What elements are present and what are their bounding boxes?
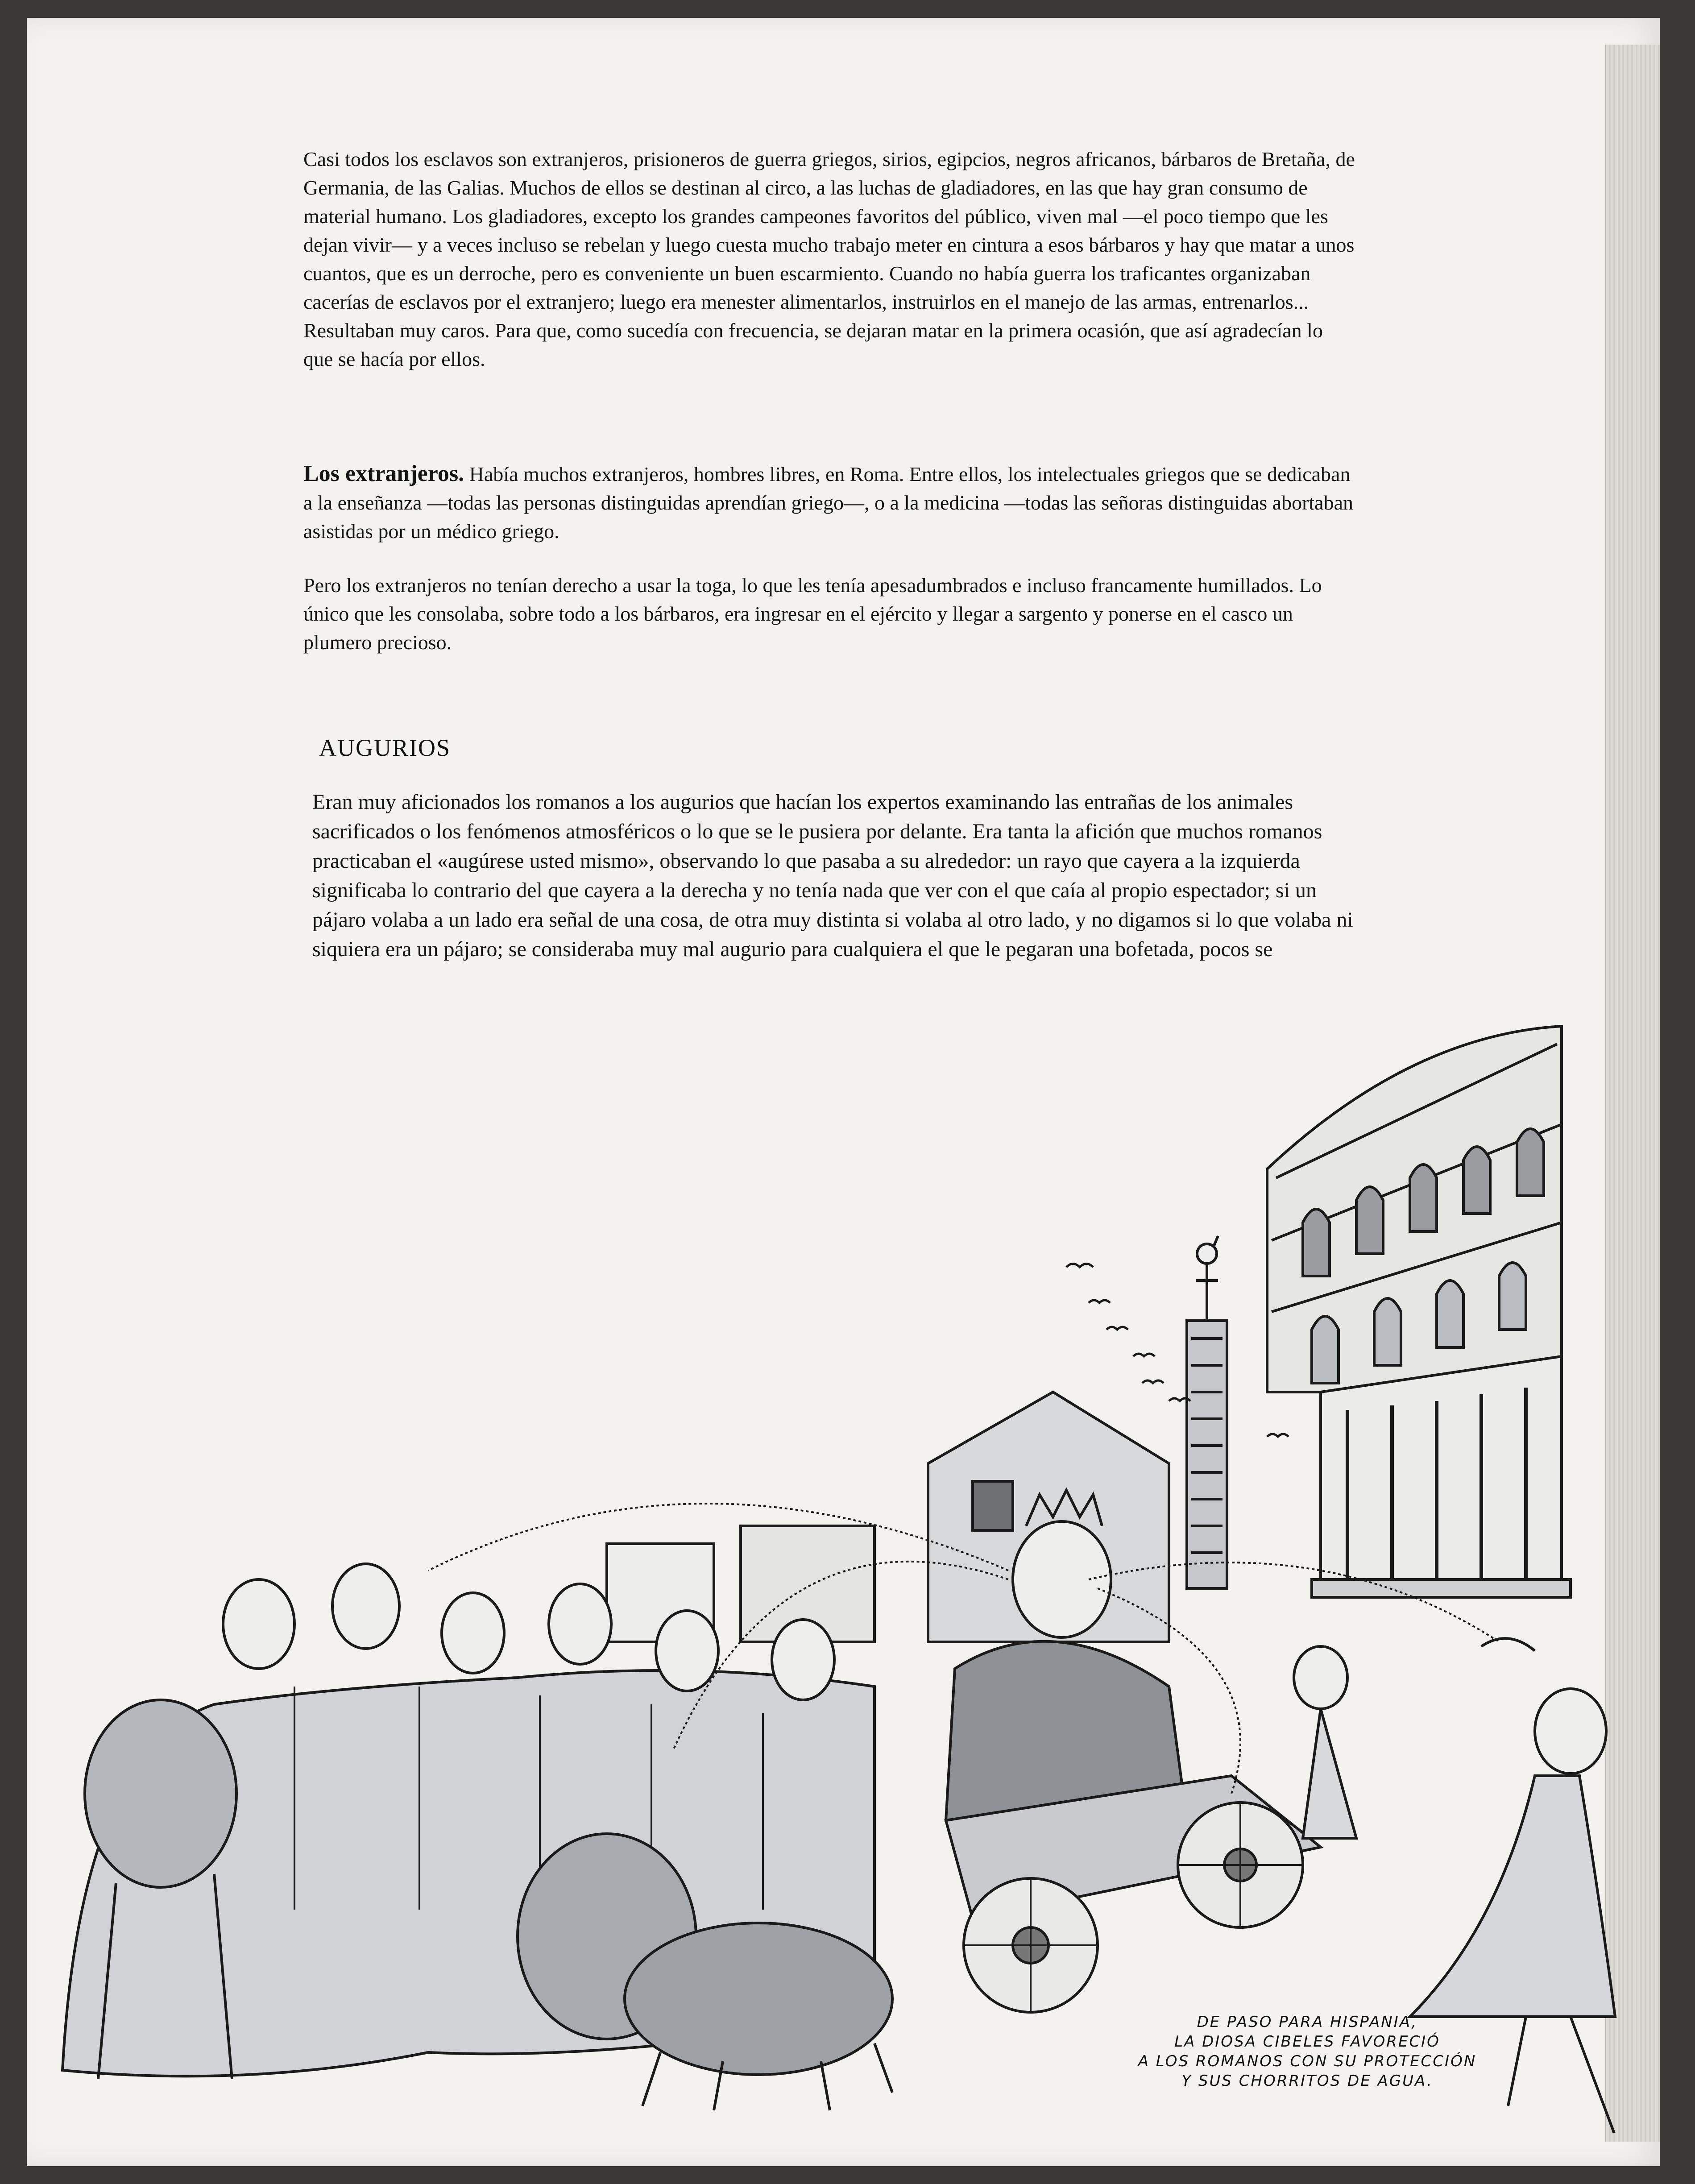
caption-line: LA DIOSA CIBELES FAVORECIÓ [1174, 2033, 1440, 2051]
section-lead: Los extranjeros. [303, 461, 464, 486]
paragraph-text: Eran muy aficionados los romanos a los augurios que hacían los expertos examinando las entrañas de los animales sacrificados o los fenómenos atmosféricos o lo que se le pusiera por delante. Era tanta la afición que muchos romanos practicaban el «augúrese usted mismo», observando lo que pasaba a su alrededor: un rayo que cayera a la izquierda significaba lo contrario del que cayera a la derecha y no tenía nada que ver con el que caía al propio espectador; si un pájaro volaba a un lado era señal de una cosa, de otra muy distinta si volaba al otro lado, y no digamos si lo que volaba ni siquiera era un pájaro; se consideraba muy mal augurio para cualquiera el que le pegaran una bofetada, pocos se [312, 790, 1353, 961]
paragraph-augurios [312, 787, 1356, 964]
paragraph-toga [303, 571, 1356, 657]
paragraph-text [303, 460, 1356, 546]
caption-line: Y SUS CHORRITOS DE AGUA. [1181, 2072, 1433, 2090]
illustration-caption [1124, 2012, 1490, 2091]
paragraph-body: Había muchos extranjeros, hombres libres, en Roma. Entre ellos, los intelectuales griegos que se dedicaban a la enseñanza —todas las personas distinguidas aprendían griego—, o a la medicina —todas las señoras distinguidas abortaban asistidas por un médico griego. [303, 463, 1354, 543]
paragraph-text: Pero los extranjeros no tenían derecho a usar la toga, lo que les tenía apesadumbrados e incluso francamente humillados. Lo único que les consolaba, sobre todo a los bárbaros, era ingresar en el ejército y llegar a sargento y ponerse en el casco un plumero precioso. [303, 574, 1322, 654]
paragraph-text: Casi todos los esclavos son extranjeros, prisioneros de guerra griegos, sirios, egipcios, negros africanos, bárbaros de Bretaña, de Germania, de las Galias. Muchos de ellos se destinan al circo, a las luchas de gladiadores, en las que hay gran consumo de material humano. Los gladiadores, excepto los grandes campeones favoritos del público, viven mal —el poco tiempo que les dejan vivir— y a veces incluso se rebelan y luego cuesta mucho trabajo meter en cintura a esos bárbaros y hay que matar a unos cuantos, que es un derroche, pero es conveniente un buen escarmiento. Cuando no había guerra los traficantes organizaban cacerías de esclavos por el extranjero; luego era menester alimentarlos, instruirlos en el manejo de las armas, entrenarlos... Resultaban muy caros. Para que, como sucedía con frecuencia, se dejaran matar en la primera ocasión, que así agradecían lo que se hacía por ellos. [303, 148, 1355, 370]
cartoon-illustration [27, 990, 1660, 2133]
caption-line: DE PASO PARA HISPANIA, [1197, 2013, 1418, 2031]
book-page [27, 18, 1660, 2166]
paragraph-esclavos [303, 145, 1356, 373]
birds-drawing [1066, 1264, 1289, 1437]
section-heading: AUGURIOS [319, 734, 451, 761]
colosseum-drawing [1267, 1026, 1562, 1392]
temple-drawing [1312, 1356, 1571, 1597]
column-statue-drawing [1187, 1236, 1227, 1588]
caption-line: A LOS ROMANOS CON SU PROTECCIÓN [1138, 2052, 1477, 2070]
paragraph-extranjeros [303, 460, 1356, 546]
